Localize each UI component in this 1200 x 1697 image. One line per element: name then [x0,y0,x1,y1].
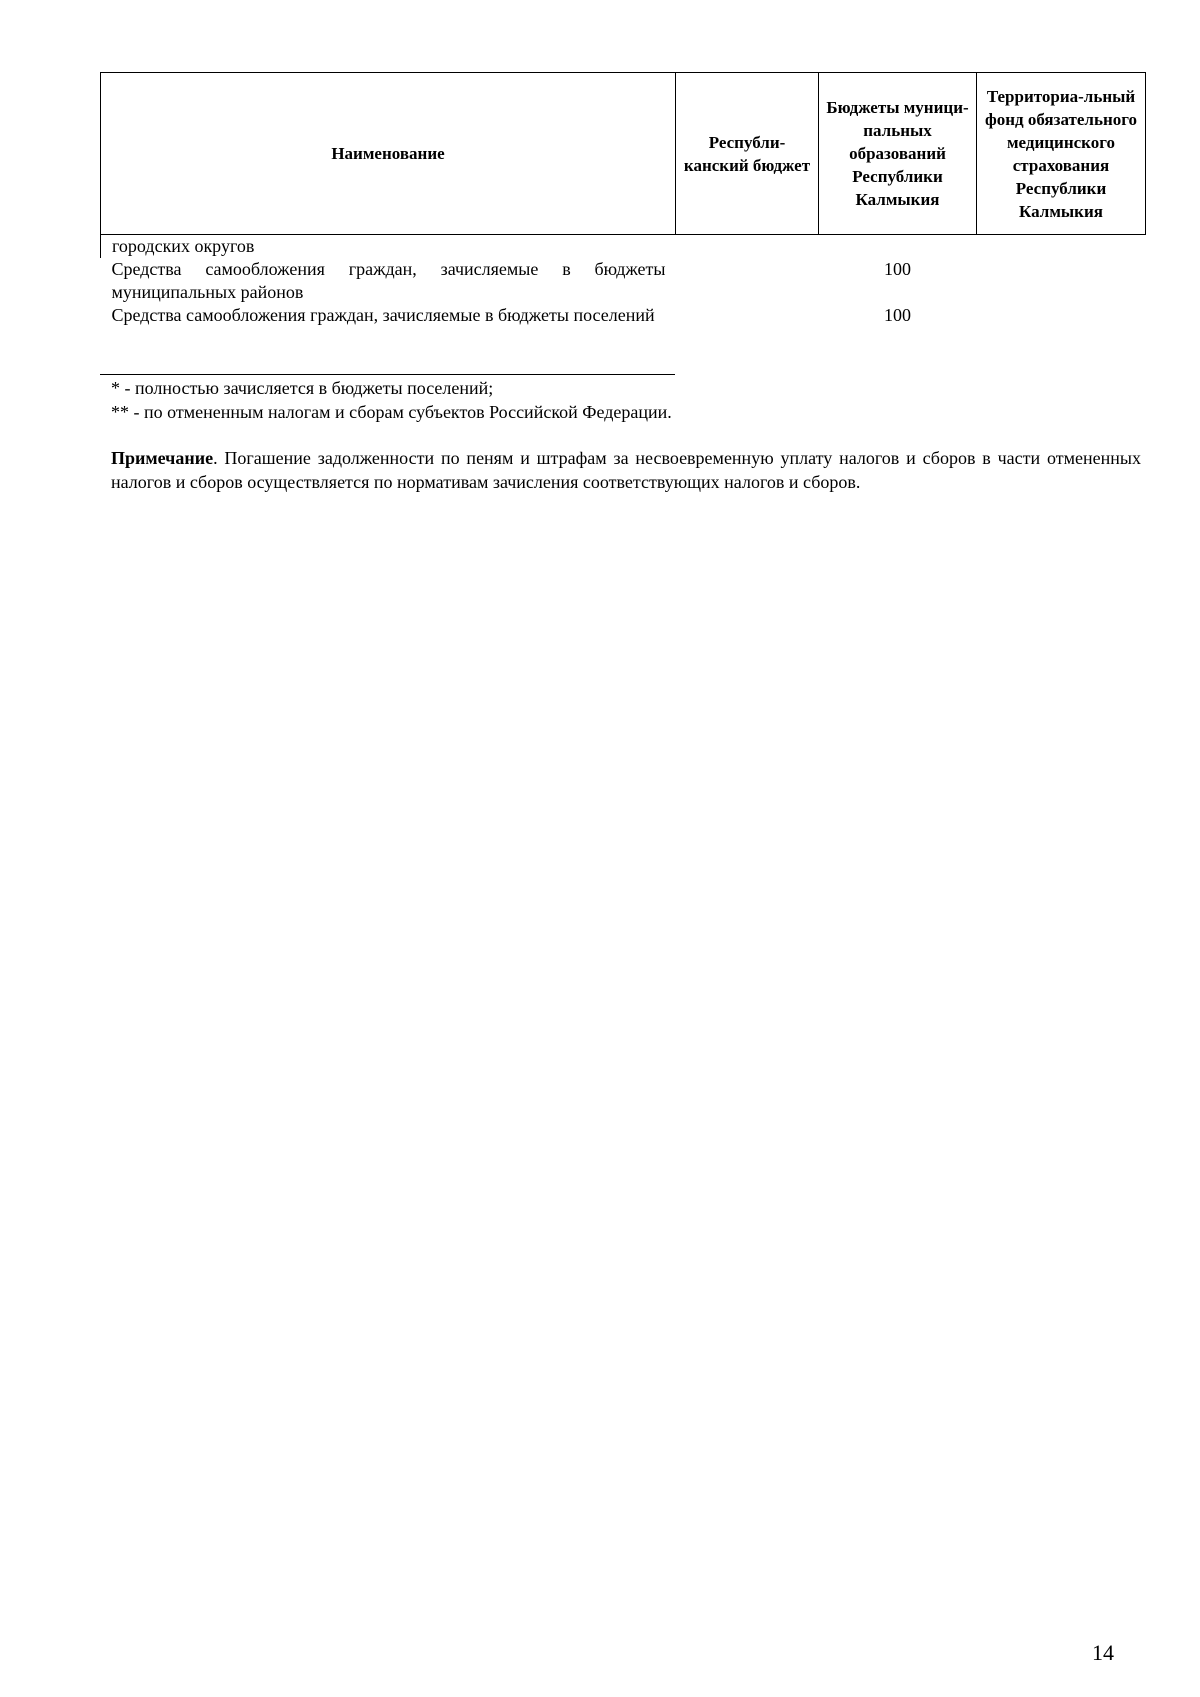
footnote-single-asterisk: * - полностью зачисляется в бюджеты поселений; [111,378,494,398]
budget-distribution-table [100,72,1146,327]
row-name: Средства самообложения граждан, зачисляемые в бюджеты муниципальных районов [111,259,666,302]
header-medical-insurance-fund: Территориа-льный фонд обязательного медицинского страхования Республики Калмыкия [977,73,1146,235]
footnotes [111,376,1141,424]
header-municipal-budgets: Бюджеты муници-пальных образований Республики Калмыкия [819,73,977,235]
row-fund [977,258,1146,304]
note-label: Примечание [111,448,214,468]
table-row [101,235,1146,259]
row-republican [676,258,819,304]
row-republican [676,304,819,327]
row-municipal: 100 [884,305,911,325]
footnote-double-asterisk: ** - по отмененным налогам и сборам субъектов Российской Федерации. [111,402,672,422]
row-name: городских округов [101,235,676,259]
table-row [101,304,1146,327]
row-municipal [819,235,977,259]
page-number: 14 [1092,1640,1114,1665]
table-row [101,258,1146,304]
row-municipal: 100 [884,259,911,279]
header-republican-budget: Республи-канский бюджет [676,73,819,235]
note-paragraph [111,446,1141,494]
header-name: Наименование [101,73,676,235]
row-fund [977,235,1146,259]
row-fund [977,304,1146,327]
note-text: . Погашение задолженности по пеням и штрафам за несвоевременную уплату налогов и сборов в части отмененных налогов и сборов осуществляется по нормативам зачисления соответствующих налогов и сборов. [111,448,1141,492]
row-republican [676,235,819,259]
footnote-separator [100,374,675,375]
table-header-row [101,73,1146,235]
row-name: Средства самообложения граждан, зачисляемые в бюджеты поселений [111,305,655,325]
